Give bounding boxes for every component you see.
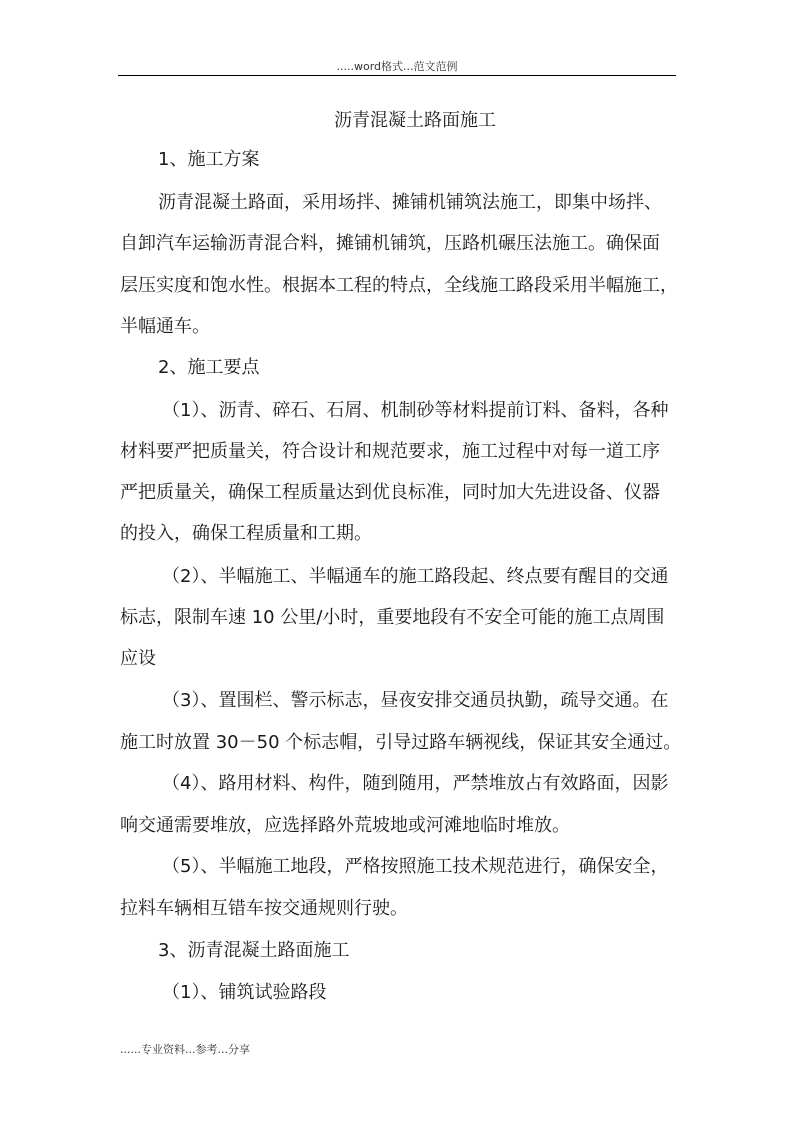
section-heading-1: 1、施工方案 xyxy=(158,149,260,170)
paragraph-line: 材料要严把质量关，符合设计和规范要求，施工过程中对每一道工序 xyxy=(120,441,660,462)
list-item-line: （1）、铺筑试验路段 xyxy=(162,982,327,1003)
page-header xyxy=(118,55,676,76)
page-footer: ......专业资料...参考...分享 xyxy=(120,1043,250,1056)
list-item-line: （2）、半幅施工、半幅通车的施工路段起、终点要有醒目的交通 xyxy=(162,566,669,587)
paragraph-line: 沥青混凝土路面，采用场拌、摊铺机铺筑法施工，即集中场拌、 xyxy=(158,192,662,213)
list-item-line: （5）、半幅施工地段，严格按照施工技术规范进行，确保安全， xyxy=(162,856,669,877)
paragraph-line: 层压实度和饱水性。根据本工程的特点，全线施工路段采用半幅施工， xyxy=(120,275,678,296)
document-title: 沥青混凝土路面施工 xyxy=(334,110,496,131)
paragraph-line: 严把质量关，确保工程质量达到优良标准，同时加大先进设备、仪器 xyxy=(120,482,660,503)
list-item-line: （1）、沥青、碎石、石屑、机制砂等材料提前订料、备料，各种 xyxy=(162,400,669,421)
paragraph-line: 应设 xyxy=(120,648,156,669)
paragraph-line: 响交通需要堆放，应选择路外荒坡地或河滩地临时堆放。 xyxy=(120,815,570,836)
paragraph-line: 半幅通车。 xyxy=(120,316,210,337)
list-item-line: （4）、路用材料、构件，随到随用，严禁堆放占有效路面，因影 xyxy=(162,773,669,794)
list-item-line: （3）、置围栏、警示标志，昼夜安排交通员执勤，疏导交通。在 xyxy=(162,690,669,711)
paragraph-line: 的投入，确保工程质量和工期。 xyxy=(120,523,372,544)
header-text: .....word格式...范文范例 xyxy=(336,60,458,73)
paragraph-line: 标志，限制车速 10 公里/小时，重要地段有不安全可能的施工点周围 xyxy=(120,607,665,628)
paragraph-line: 施工时放置 30－50 个标志帽，引导过路车辆视线，保证其安全通过。 xyxy=(120,732,682,753)
section-heading-2: 2、施工要点 xyxy=(158,357,260,378)
paragraph-line: 自卸汽车运输沥青混合料，摊铺机铺筑，压路机碾压法施工。确保面 xyxy=(120,233,660,254)
paragraph-line: 拉料车辆相互错车按交通规则行驶。 xyxy=(120,898,408,919)
section-heading-3: 3、沥青混凝土路面施工 xyxy=(158,940,350,961)
